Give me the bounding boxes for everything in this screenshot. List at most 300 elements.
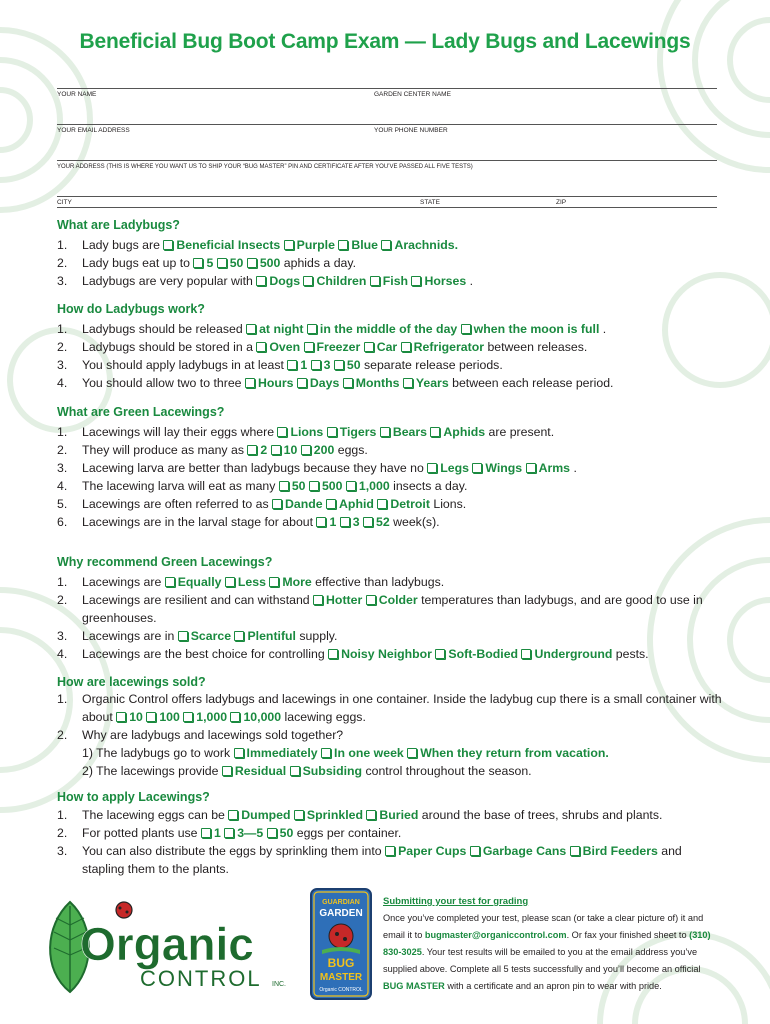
question-item [57,824,727,842]
answer-option[interactable] [163,238,280,252]
answer-option[interactable] [272,497,323,511]
checkbox-icon[interactable] [472,463,482,473]
checkbox-icon[interactable] [385,846,395,856]
answer-option[interactable] [228,808,290,822]
question-text-after: and stapling them to the plants. [82,844,682,876]
organic-control-logo [40,890,300,1000]
answer-option-label: Less [237,575,266,589]
question-number: 2. [57,340,68,354]
question-text: You should allow two to three [82,376,242,390]
question-item [57,495,727,513]
answer-option[interactable] [287,358,307,372]
question-text: Lacewings are [82,575,162,589]
checkbox-icon[interactable] [178,631,188,641]
question-number: 1. [57,238,68,252]
answer-option[interactable] [427,461,469,475]
answer-option-label: 1,000 [196,710,228,724]
checkbox-icon[interactable] [327,427,337,437]
answer-option-label: 500 [321,479,343,493]
badge-bug: BUG [327,956,355,970]
question-item [57,627,727,645]
answer-option-label: Car [376,340,398,354]
answer-option-label: Subsiding [302,764,363,778]
checkbox-icon[interactable] [401,342,411,352]
answer-option[interactable] [461,322,600,336]
checkbox-icon[interactable] [294,810,304,820]
checkbox-icon[interactable] [430,427,440,437]
answer-option[interactable] [234,629,296,643]
checkbox-icon[interactable] [165,577,175,587]
bug-master-badge [310,888,372,1000]
question-text: Lacewings are in [82,629,175,643]
checkbox-icon[interactable] [234,631,244,641]
answer-option[interactable] [290,764,362,778]
checkbox-icon[interactable] [201,828,211,838]
answer-option-label: Aphid [339,497,374,511]
answer-option[interactable] [297,376,339,390]
question-item [57,573,727,591]
answer-option[interactable] [403,376,449,390]
question-text-after: . [573,461,577,475]
question-item [57,423,727,441]
answer-option[interactable] [327,425,377,439]
question-number: 2. [57,256,68,270]
answer-option-label: Soft-Bodied [448,647,519,661]
question-text: Lacewing larva are better than ladybugs because they have no [82,461,424,475]
logo-suffix: INC. [272,981,286,988]
answer-option-label: More [282,575,312,589]
section-heading: How to apply Lacewings? [57,790,210,804]
answer-option[interactable] [246,322,303,336]
checkbox-icon[interactable] [228,810,238,820]
answer-option[interactable] [343,376,400,390]
question-item [57,236,727,254]
email-line[interactable] [57,124,717,125]
answer-option[interactable] [193,256,213,270]
answer-option[interactable] [401,340,484,354]
answer-option[interactable] [363,515,390,529]
answer-option-label: Bears [392,425,427,439]
answer-option-label: In one week [334,746,404,760]
question-item [57,272,727,290]
checkbox-icon[interactable] [346,481,356,491]
answer-option-label: 10 [283,443,298,457]
answer-option-label: 1 [213,826,221,840]
submission-body [383,910,713,995]
answer-option[interactable] [303,274,366,288]
answer-option[interactable] [256,274,300,288]
checkbox-icon[interactable] [222,766,232,776]
submission-email-link[interactable]: bugmaster@organiccontrol.com [424,930,567,940]
question-number: 2. [57,443,68,457]
question-text-after: . [469,274,474,288]
answer-option-label: Years [415,376,449,390]
answer-option[interactable] [222,764,286,778]
question-text-after: eggs per container. [296,826,402,840]
submission-bugmaster: BUG MASTER [383,981,445,991]
checkbox-icon[interactable] [340,517,350,527]
checkbox-icon[interactable] [363,517,373,527]
question-item [57,513,727,531]
answer-option-label: Dumped [241,808,291,822]
badge-guardian: GUARDIAN [322,899,360,906]
question-item [57,726,727,744]
answer-option[interactable] [346,479,390,493]
answer-option-label: 500 [259,256,281,270]
checkbox-icon[interactable] [343,378,353,388]
checkbox-icon[interactable] [217,258,227,268]
answer-option[interactable] [366,593,418,607]
answer-option-label: at night [259,322,304,336]
checkbox-icon[interactable] [245,378,255,388]
question-number: 2. [57,728,68,742]
checkbox-icon[interactable] [225,577,235,587]
answer-option-label: 1 [329,515,337,529]
question-list [57,423,727,531]
answer-option[interactable] [385,844,466,858]
answer-option[interactable] [269,575,311,589]
checkbox-icon[interactable] [470,846,480,856]
checkbox-icon[interactable] [381,240,391,250]
question-item [57,842,727,878]
checkbox-icon[interactable] [146,712,156,722]
checkbox-icon[interactable] [311,360,321,370]
answer-option-label: 10,000 [243,710,282,724]
checkbox-icon[interactable] [307,324,317,334]
answer-option-label: Days [309,376,340,390]
answer-option-label: Garbage Cans [482,844,567,858]
answer-option[interactable] [224,826,263,840]
question-item [57,320,727,338]
question-text: Lacewings are resilient and can withstand [82,593,310,607]
answer-option[interactable] [435,647,518,661]
question-text: Organic Control offers ladybugs and lacewings in one container. Inside the ladybug cup there is a small container with about [82,692,722,724]
submission-text-2: . Or fax your finished sheet to [566,930,690,940]
question-text-after: temperatures than ladybugs, and are good to use in greenhouses. [82,593,703,625]
question-text-after: around the base of trees, shrubs and plants. [421,808,663,822]
question-number: 3. [57,461,68,475]
question-text: You should apply ladybugs in at least [82,358,284,372]
checkbox-icon[interactable] [403,378,413,388]
question-text: The lacewing eggs can be [82,808,225,822]
answer-option[interactable] [321,746,404,760]
answer-option-label: 50 [346,358,361,372]
question-item [57,591,727,627]
question-text: Lady bugs eat up to [82,256,191,270]
answer-option-label: Children [316,274,367,288]
answer-option[interactable] [230,710,281,724]
question-text-after: insects a day. [393,479,468,493]
checkbox-icon[interactable] [234,748,244,758]
answer-option[interactable] [338,238,378,252]
answer-option-label: 50 [291,479,306,493]
question-text-after: lacewing eggs. [284,710,366,724]
checkbox-icon[interactable] [338,240,348,250]
checkbox-icon[interactable] [256,342,266,352]
answer-option-label: Months [355,376,400,390]
answer-option-label: Legs [440,461,469,475]
answer-option-label: 10 [129,710,143,724]
answer-option-label: when the moon is full [473,322,600,336]
question-item [57,806,727,824]
submission-title: Submitting your test for grading [383,896,529,907]
section-heading: What are Ladybugs? [57,218,180,232]
answer-option[interactable] [247,256,281,270]
checkbox-icon[interactable] [247,445,257,455]
garden-center-label: GARDEN CENTER NAME [374,91,451,98]
answer-option-label: Oven [269,340,301,354]
answer-option[interactable] [526,461,570,475]
answer-option[interactable] [267,826,294,840]
checkbox-icon[interactable] [271,445,281,455]
checkbox-icon[interactable] [272,499,282,509]
answer-option[interactable] [279,479,306,493]
question-item [57,645,727,663]
badge-garden: GARDEN [319,908,363,919]
answer-option-label: 5 [206,256,214,270]
answer-option-label: Hotter [326,593,363,607]
answer-option[interactable] [381,238,458,252]
answer-option[interactable] [201,826,221,840]
badge-footer: Organic CONTROL [319,987,363,993]
question-item [57,690,727,726]
answer-option[interactable] [165,575,222,589]
question-text: Ladybugs should be stored in a [82,340,253,354]
checkbox-icon[interactable] [284,240,294,250]
answer-option-label: 1 [300,358,308,372]
question-text: Why are ladybugs and lacewings sold together? [82,728,344,742]
checkbox-icon[interactable] [297,378,307,388]
city-label: CITY [57,199,72,206]
answer-option-label: Buried [379,808,419,822]
submission-fax-number: (310) 830-3025 [383,930,711,957]
answer-option[interactable] [313,593,362,607]
answer-option-label: Dande [285,497,323,511]
checkbox-icon[interactable] [290,766,300,776]
answer-option[interactable] [311,358,331,372]
name-line[interactable] [57,88,717,89]
answer-option-label: Blue [351,238,379,252]
checkbox-icon[interactable] [364,342,374,352]
answer-option-label: Hours [257,376,294,390]
city-line[interactable] [57,196,717,197]
answer-option[interactable] [307,322,457,336]
question-text: 1) The ladybugs go to work [82,746,231,760]
question-text: The lacewing larva will eat as many [82,479,276,493]
submission-text-4: with a certificate and an apron pin to wear with pride. [444,981,662,991]
checkbox-icon[interactable] [224,828,234,838]
answer-option[interactable] [225,575,266,589]
checkbox-icon[interactable] [321,748,331,758]
answer-option[interactable] [245,376,294,390]
answer-option[interactable] [370,274,408,288]
checkbox-icon[interactable] [521,649,531,659]
answer-option-label: Immediately [246,746,318,760]
answer-option[interactable] [328,647,432,661]
section-heading: How are lacewings sold? [57,675,206,689]
checkbox-icon[interactable] [380,427,390,437]
question-list [57,806,727,878]
question-number: 1. [57,692,68,706]
question-item [57,254,727,272]
checkbox-icon[interactable] [328,649,338,659]
question-text-after: between releases. [487,340,588,354]
answer-option-label: Aphids [443,425,486,439]
checkbox-icon[interactable] [435,649,445,659]
question-number: 1. [57,808,68,822]
answer-option[interactable] [334,358,361,372]
question-item [57,356,727,374]
question-item [57,459,727,477]
checkbox-icon[interactable] [256,276,266,286]
question-number: 6. [57,515,68,529]
checkbox-icon[interactable] [366,595,376,605]
submission-text-1: Once you’ve completed your test, please scan (or take a clear picture of) it and email it to [383,913,704,940]
submission-text-3: . Your test results will be emailed to you at the email address you’ve supplied above. Complete all 5 tests successfully and you’ll become an official [383,947,701,974]
checkbox-icon[interactable] [370,276,380,286]
checkbox-icon[interactable] [407,748,417,758]
checkbox-icon[interactable] [247,258,257,268]
checkbox-icon[interactable] [269,577,279,587]
question-list [57,573,727,663]
answer-option[interactable] [277,425,323,439]
checkbox-icon[interactable] [277,427,287,437]
checkbox-icon[interactable] [267,828,277,838]
checkbox-icon[interactable] [411,276,421,286]
answer-option-label: Underground [534,647,613,661]
answer-option[interactable] [430,425,485,439]
question-text: You can also distribute the eggs by sprinkling them into [82,844,382,858]
question-text: Lacewings will lay their eggs where [82,425,275,439]
checkbox-icon[interactable] [116,712,126,722]
question-list [57,236,727,290]
question-text-after: week(s). [393,515,440,529]
answer-option[interactable] [366,808,418,822]
answer-option-label: Plentiful [247,629,296,643]
answer-option[interactable] [247,443,267,457]
answer-option-label: 52 [376,515,390,529]
checkbox-icon[interactable] [326,499,336,509]
checkbox-icon[interactable] [304,342,314,352]
answer-option-label: Horses [424,274,467,288]
checkbox-icon[interactable] [316,517,326,527]
answer-option[interactable] [316,515,336,529]
checkbox-icon[interactable] [366,810,376,820]
answer-option-label: Colder [378,593,418,607]
answer-option-label: Refrigerator [413,340,485,354]
checkbox-icon[interactable] [570,846,580,856]
answer-option[interactable] [304,340,361,354]
answer-option-label: 50 [229,256,244,270]
answer-option[interactable] [470,844,566,858]
question-text-after: pests. [615,647,649,661]
checkbox-icon[interactable] [303,276,313,286]
checkbox-icon[interactable] [279,481,289,491]
checkbox-icon[interactable] [309,481,319,491]
question-number: 4. [57,376,68,390]
page-title: Beneficial Bug Boot Camp Exam — Lady Bugs and Lacewings [79,30,691,53]
answer-option-label: 100 [159,710,180,724]
question-number: 1. [57,425,68,439]
answer-option[interactable] [364,340,398,354]
checkbox-icon[interactable] [301,445,311,455]
answer-option[interactable] [377,497,430,511]
answer-option-label: Purple [296,238,335,252]
address-label: YOUR ADDRESS (THIS IS WHERE YOU WANT US TO SHIP YOUR “BUG MASTER” PIN AND CERTIFICATE AFTER YOU’VE PASSED ALL FIVE TESTS) [57,164,473,170]
question-text-after: supply. [299,629,338,643]
answer-option[interactable] [521,647,612,661]
checkbox-icon[interactable] [287,360,297,370]
answer-option[interactable] [146,710,180,724]
question-text: Lady bugs are [82,238,160,252]
address-line[interactable] [57,160,717,161]
checkbox-icon[interactable] [246,324,256,334]
question-text: Lacewings are often referred to as [82,497,269,511]
checkbox-icon[interactable] [163,240,173,250]
zip-label: ZIP [556,199,567,206]
answer-option-label: 1,000 [358,479,390,493]
answer-option[interactable] [234,746,318,760]
section-heading: What are Green Lacewings? [57,405,225,419]
checkbox-icon[interactable] [526,463,536,473]
question-text: Lacewings are in the larval stage for about [82,515,314,529]
checkbox-icon[interactable] [230,712,240,722]
answer-option[interactable] [183,710,227,724]
checkbox-icon[interactable] [183,712,193,722]
email-label: YOUR EMAIL ADDRESS [57,127,130,134]
checkbox-icon[interactable] [313,595,323,605]
answer-option-label: Tigers [339,425,377,439]
logo-word-control: CONTROL [140,966,262,991]
question-text: For potted plants use [82,826,198,840]
checkbox-icon[interactable] [377,499,387,509]
answer-option[interactable] [301,443,335,457]
answer-option[interactable] [178,629,231,643]
answer-option-label: When they return from vacation. [420,746,609,760]
state-label: STATE [420,199,440,206]
question-text-after: effective than ladybugs. [315,575,445,589]
answer-option[interactable] [326,497,374,511]
checkbox-icon[interactable] [193,258,203,268]
answer-option[interactable] [116,710,143,724]
answer-option[interactable] [256,340,300,354]
answer-option[interactable] [309,479,343,493]
checkbox-icon[interactable] [334,360,344,370]
answer-option-label: 3 [352,515,360,529]
answer-option[interactable] [570,844,658,858]
answer-option-label: Fish [382,274,409,288]
question-number: 4. [57,647,68,661]
answer-option-label: Arachnids. [394,238,459,252]
phone-label: YOUR PHONE NUMBER [374,127,448,134]
answer-option[interactable] [217,256,244,270]
answer-option[interactable] [472,461,522,475]
answer-option[interactable] [411,274,466,288]
answer-option[interactable] [380,425,427,439]
checkbox-icon[interactable] [427,463,437,473]
answer-option[interactable] [294,808,363,822]
question-text-after: between each release period. [452,376,614,390]
section-heading: Why recommend Green Lacewings? [57,555,273,569]
answer-option-label: in the middle of the day [319,322,458,336]
answer-option[interactable] [284,238,335,252]
answer-option[interactable] [340,515,360,529]
question-item [57,338,727,356]
question-number: 1. [57,322,68,336]
answer-option[interactable] [407,746,609,760]
answer-option[interactable] [271,443,298,457]
checkbox-icon[interactable] [461,324,471,334]
